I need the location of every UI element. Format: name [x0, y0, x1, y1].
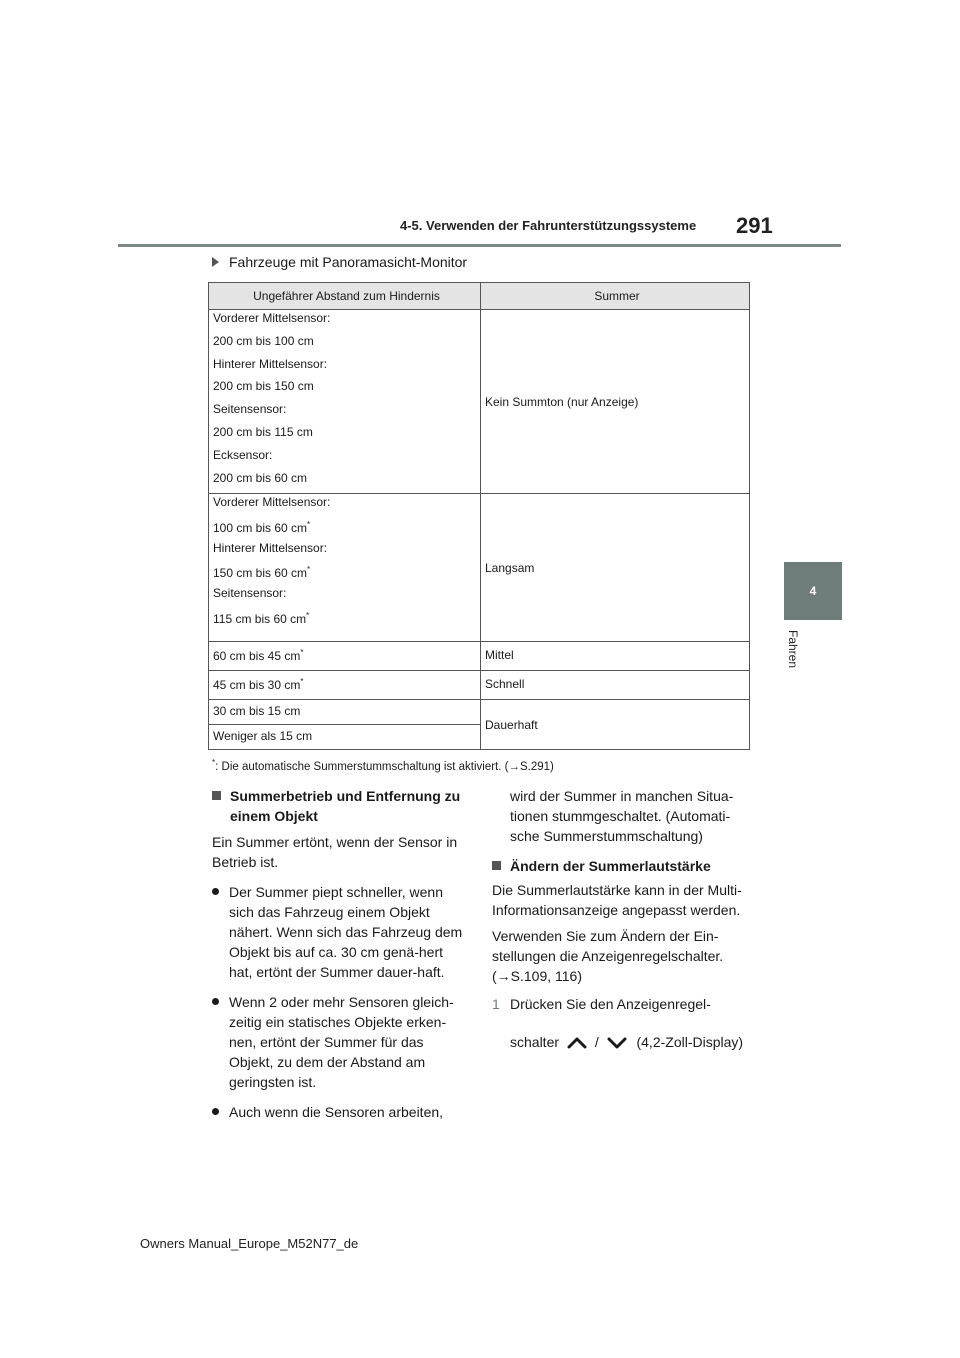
distance-cell: 30 cm bis 15 cm [209, 700, 481, 725]
distance-cell: 45 cm bis 30 cm* [209, 671, 481, 700]
chevron-down-icon [607, 1036, 627, 1050]
table-header-row [209, 283, 750, 310]
header-rule [118, 244, 841, 247]
step-number: 1 [492, 996, 500, 1012]
chapter-tab [784, 562, 842, 620]
buzzer-cell: Mittel [481, 642, 750, 671]
chevron-up-icon [567, 1036, 587, 1050]
buzzer-cell: Langsam [481, 494, 750, 642]
distance-line: 200 cm bis 115 cm [213, 424, 313, 439]
table-footnote: *: Die automatische Summerstummschaltung ist aktiviert. (→S.291) [212, 758, 554, 773]
distance-line: Hinterer Mittelsensor: [213, 540, 328, 555]
list-item: Der Summer piept schneller, wenn sich das Fahrzeug einem Objekt nähert. Wenn sich das Fahrzeug dem Objekt bis auf ca. 30 cm genä-hert hat, ertönt der Summer dauer-haft. [212, 882, 470, 982]
chapter-number: 4 [809, 584, 817, 598]
distance-line: Seitensensor: [213, 402, 287, 417]
distance-line: Ecksensor: [213, 447, 273, 462]
footer-text: Owners Manual_Europe_M52N77_de [140, 1236, 359, 1251]
distance-line: Hinterer Mittelsensor: [213, 356, 328, 371]
table-header-distance: Ungefährer Abstand zum Hindernis [209, 283, 481, 310]
section-heading: Ändern der Summerlautstärke [492, 856, 750, 876]
page-number: 291 [736, 213, 773, 238]
chapter-label-text: Fahren [786, 630, 800, 669]
distance-line: Vorderer Mittelsensor: [213, 495, 331, 509]
section-title: 4-5. Verwenden der Fahrunterstützungssysteme [400, 218, 697, 233]
buzzer-cell: Kein Summton (nur Anzeige) [481, 310, 750, 494]
square-bullet-icon [492, 861, 501, 870]
table-row [209, 642, 750, 671]
distance-cell: Weniger als 15 cm [209, 725, 481, 750]
paragraph: Die Summerlautstärke kann in der Multi-Informationsanzeige angepasst werden. [492, 882, 742, 918]
distance-line: Seitensensor: [213, 586, 287, 601]
distance-cell [209, 494, 481, 642]
table-row [209, 671, 750, 700]
bullet-icon [212, 998, 219, 1005]
distance-line: 200 cm bis 100 cm [213, 333, 314, 348]
distance-line: 150 cm bis 60 cm* [213, 565, 311, 581]
step-continuation: schalter / (4,2-Zoll-Display) [510, 1034, 744, 1050]
table-row [209, 700, 750, 725]
buzzer-cell: Schnell [481, 671, 750, 700]
buzzer-distance-table [208, 282, 750, 750]
subheading-text: Fahrzeuge mit Panoramasicht-Monitor [229, 254, 468, 270]
distance-line: 100 cm bis 60 cm* [213, 519, 311, 535]
table-row [209, 310, 750, 494]
bullet-icon [212, 1108, 219, 1115]
bullet-icon [212, 888, 219, 895]
intro-paragraph: Ein Summer ertönt, wenn der Sensor in Betrieb ist. [212, 834, 458, 870]
continued-paragraph: wird der Summer in manchen Situa-tionen stummgeschaltet. (Automati-sche Summerstummschaltung) [510, 788, 734, 844]
paragraph: Verwenden Sie zum Ändern der Ein-stellungen die Anzeigenregelschalter. (→S.109, 116) [492, 928, 724, 984]
table-row [209, 494, 750, 642]
distance-cell: 60 cm bis 45 cm* [209, 642, 481, 671]
subheading [212, 254, 467, 270]
section-heading: Summerbetrieb und Entfernung zu einem Objekt [212, 786, 470, 826]
distance-cell [209, 310, 481, 494]
square-bullet-icon [212, 791, 221, 800]
right-column [492, 786, 750, 1052]
list-item: Wenn 2 oder mehr Sensoren gleich-zeitig ein statisches Objekte erken-nen, ertönt der Summer für das Objekt, zu dem der Abstand am geringsten ist. [212, 992, 470, 1092]
chapter-label [786, 630, 802, 678]
list-item: Auch wenn die Sensoren arbeiten, [212, 1102, 470, 1122]
buzzer-cell: Dauerhaft [481, 700, 750, 750]
distance-line: 200 cm bis 150 cm [213, 379, 314, 394]
distance-line: 200 cm bis 60 cm [213, 470, 308, 485]
step-item: 1 Drücken Sie den Anzeigenregel- [492, 996, 711, 1012]
left-column [212, 786, 470, 1122]
table-header-buzzer: Summer [481, 283, 750, 310]
triangle-bullet-icon [212, 257, 219, 267]
distance-line: 115 cm bis 60 cm* [213, 610, 310, 626]
distance-line: Vorderer Mittelsensor: [213, 311, 331, 325]
